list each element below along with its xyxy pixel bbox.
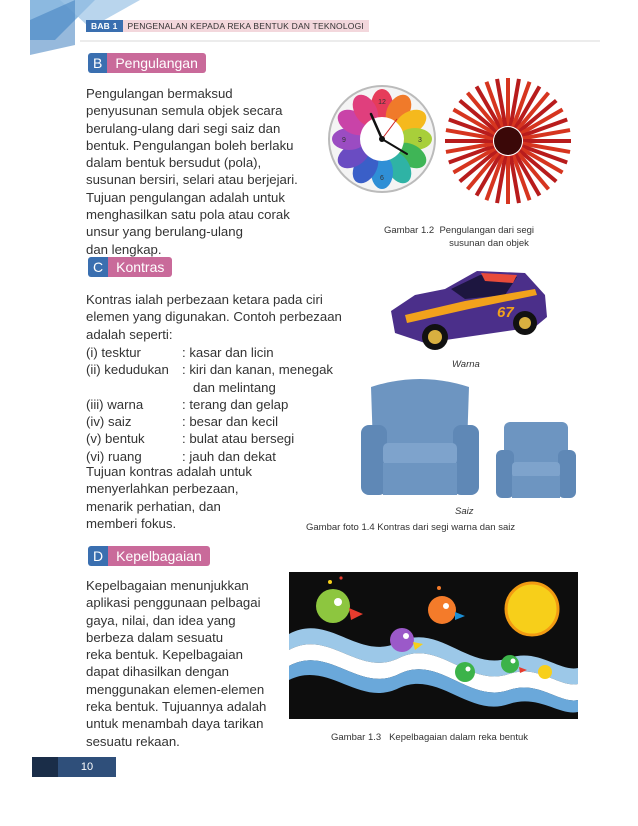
list-item [86, 396, 376, 413]
chapter-tag [86, 19, 369, 33]
chapter-title: PENGENALAN KEPADA REKA BENTUK DAN TEKNOLOGI [123, 20, 369, 32]
list-value: : bulat atau bersegi [182, 431, 295, 447]
text-line: menyerlahkan perbezaan, [86, 481, 239, 497]
clock-number: 3 [418, 137, 422, 144]
list-key: (v) bentuk [86, 431, 145, 447]
caption-label: Gambar foto 1.4 [306, 522, 375, 533]
list-item [86, 379, 376, 396]
section-c-heading [88, 257, 172, 277]
text-line: Pengulangan bermaksud [86, 86, 233, 101]
section-c-paragraph [86, 291, 376, 343]
clock-number: 9 [342, 137, 346, 144]
text-line: unsur yang berulang-ulang [86, 224, 243, 240]
toy-car-image [385, 265, 550, 357]
text-line: aplikasi penggunaan pelbagai [86, 595, 261, 611]
page-number: 10 [58, 757, 116, 777]
text-line: untuk menambah daya tarikan [86, 716, 264, 732]
caption-label: Gambar 1.3 [331, 732, 382, 743]
section-letter: D [88, 546, 108, 566]
figure-1-3-caption [331, 731, 528, 744]
text-line: dalam bentuk bersudut (pola), [86, 155, 262, 171]
text-line: menghasilkan satu pola atau corak [86, 207, 290, 223]
text-line: elemen yang digunakan. Contoh perbezaan [86, 309, 342, 325]
contrast-list [86, 344, 376, 465]
text-line: berulang-ulang dari segi saiz dan [86, 120, 281, 136]
list-item [86, 344, 376, 361]
text-line: memberi fokus. [86, 515, 177, 531]
list-key: (i) tesktur [86, 345, 141, 360]
text-line: berbeza dalam sesuatu [86, 629, 224, 645]
section-d-heading [88, 546, 210, 566]
list-key: (iv) saiz [86, 414, 132, 430]
text-line: Tujuan pengulangan adalah untuk [86, 189, 285, 205]
text-line: reka bentuk. Tujuannya adalah [86, 699, 267, 715]
large-armchair-image [357, 377, 483, 501]
figure-1-4-caption [306, 521, 515, 534]
text-line: penyusunan semula objek secara [86, 103, 283, 119]
list-key: (ii) kedudukan [86, 362, 169, 378]
clock-number: 12 [378, 99, 386, 106]
text-line: bentuk. Pengulangan boleh berlaku [86, 137, 294, 153]
list-key [86, 379, 182, 396]
page-number-strip [32, 757, 58, 777]
caption-text: Pengulangan dari segi [439, 225, 534, 236]
list-value: : kasar dan licin [182, 345, 274, 360]
section-title: Kepelbagaian [108, 546, 210, 566]
list-value: dan melintang [193, 379, 276, 395]
text-line: menggunakan elemen-elemen [86, 681, 265, 697]
text-line: gaya, nilai, dan idea yang [86, 612, 236, 628]
section-letter: B [88, 53, 107, 73]
list-item [86, 361, 376, 378]
list-value: : terang dan gelap [182, 396, 289, 412]
list-item [86, 430, 376, 447]
caption-text: Kontras dari segi warna dan saiz [377, 522, 516, 533]
list-key: (iii) warna [86, 396, 144, 412]
text-line: dapat dihasilkan dengan [86, 664, 229, 680]
text-line: Kepelbagaian menunjukkan [86, 578, 249, 593]
list-value: : besar dan kecil [182, 414, 279, 430]
list-item [86, 413, 376, 430]
caption-text: Kepelbagaian dalam reka bentuk [389, 732, 528, 743]
section-b-heading [88, 53, 206, 73]
text-line: sesuatu rekaan. [86, 733, 180, 749]
label-warna: Warna [452, 359, 480, 370]
section-d-paragraph [86, 577, 291, 750]
text-line: Kontras ialah perbezaan ketara pada ciri [86, 292, 323, 307]
section-b-paragraph [86, 85, 326, 258]
list-key: (vi) ruang [86, 448, 142, 464]
text-line: susunan bersiri, selari atau berjejari. [86, 172, 298, 188]
pencil-sunburst-image [443, 76, 573, 206]
small-armchair-image [494, 418, 578, 500]
text-line: menarik perhatian, dan [86, 498, 221, 514]
text-line: adalah seperti: [86, 326, 173, 342]
figure-1-2-caption [349, 224, 569, 250]
variety-artwork-image [289, 572, 578, 719]
section-title: Kontras [108, 257, 172, 277]
chapter-number: BAB 1 [86, 20, 123, 32]
list-value: : kiri dan kanan, menegak [182, 362, 334, 378]
text-line: Tujuan kontras adalah untuk [86, 464, 252, 479]
label-saiz: Saiz [455, 506, 474, 517]
caption-text: susunan dan objek [449, 238, 529, 249]
repetition-clock-image [327, 84, 437, 194]
section-letter: C [88, 257, 108, 277]
caption-label: Gambar 1.2 [384, 225, 435, 236]
section-title: Pengulangan [107, 53, 206, 73]
text-line: dan lengkap. [86, 241, 162, 257]
car-number: 67 [497, 304, 514, 321]
clock-number: 6 [380, 175, 384, 182]
text-line: reka bentuk. Kepelbagaian [86, 647, 243, 663]
list-value: : jauh dan dekat [182, 448, 276, 464]
